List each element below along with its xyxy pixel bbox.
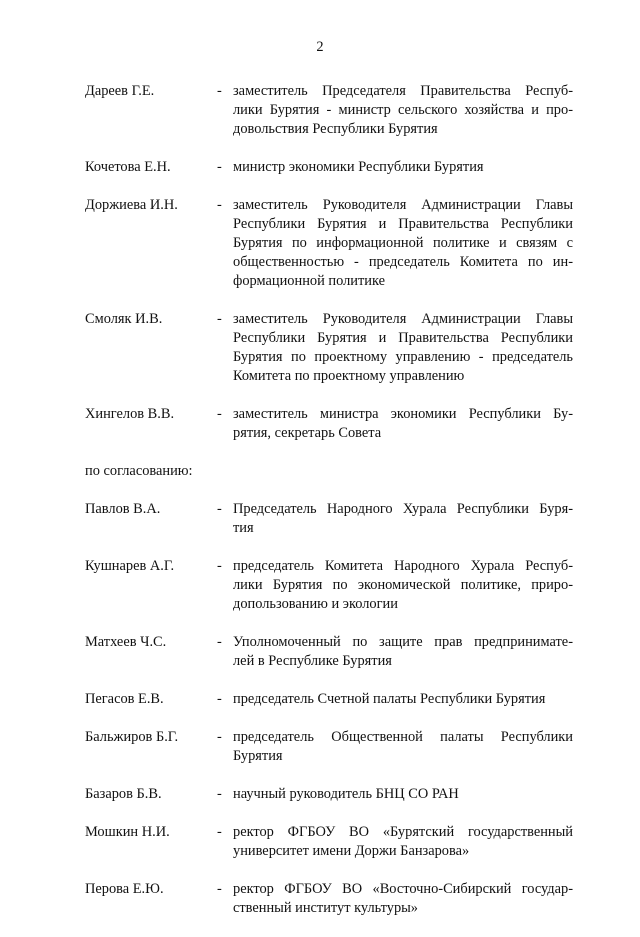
member-role-line: Комитета по проектному управлению (233, 368, 465, 384)
member-role (233, 500, 573, 538)
member-row (85, 405, 573, 443)
member-name: Перова Е.Ю. (85, 881, 164, 897)
member-name: Бальжиров Б.Г. (85, 729, 179, 745)
member-role-line: Бурятия (233, 748, 283, 764)
member-role-line: ректор ФГБОУ ВО «Бурятский государственный (233, 824, 573, 840)
member-role-line: общественностью - председатель Комитета по ин- (233, 254, 573, 270)
member-dash: - (217, 197, 222, 213)
member-role-line: лики Бурятия по экономической политике, приро- (233, 577, 573, 593)
member-dash: - (217, 824, 222, 840)
member-role-line: Республики Бурятия и Правительства Республики (233, 330, 573, 346)
member-role-line: Бурятия по информационной политике и связям с (233, 235, 573, 251)
member-dash: - (217, 406, 222, 422)
member-dash: - (217, 83, 222, 99)
council-member-list (85, 82, 573, 937)
member-role-line: ректор ФГБОУ ВО «Восточно-Сибирский государ- (233, 881, 573, 897)
member-role-line: Уполномоченный по защите прав предпринимате- (233, 634, 573, 650)
member-name: Кочетова Е.Н. (85, 159, 171, 175)
member-role-line: рятия, секретарь Совета (233, 425, 382, 441)
member-role-line: Бурятия по проектному управлению - председатель (233, 349, 573, 365)
member-role-line: заместитель министра экономики Республики Бу- (233, 406, 573, 422)
member-group-main (85, 82, 573, 443)
member-dash: - (217, 729, 222, 745)
member-row (85, 690, 573, 709)
member-row (85, 633, 573, 671)
member-row (85, 158, 573, 177)
member-role (233, 690, 573, 709)
member-role (233, 633, 573, 671)
member-role-line: ственный институт культуры» (233, 900, 419, 916)
member-name: Хингелов В.В. (85, 406, 175, 422)
member-role-line: председатель Счетной палаты Республики Бурятия (233, 691, 546, 707)
member-role-line: лей в Республике Бурятия (233, 653, 392, 669)
member-role (233, 728, 573, 766)
member-row (85, 785, 573, 804)
member-row (85, 196, 573, 291)
member-role-line: заместитель Руководителя Администрации Главы (233, 311, 573, 327)
section-label-agreement: по согласованию: (85, 463, 193, 479)
member-role-line: Республики Бурятия и Правительства Республики (233, 216, 573, 232)
member-dash: - (217, 311, 222, 327)
member-role (233, 557, 573, 614)
member-dash: - (217, 634, 222, 650)
member-row (85, 728, 573, 766)
member-name: Матхеев Ч.С. (85, 634, 167, 650)
member-role-line: лики Бурятия - министр сельского хозяйства и про- (233, 102, 573, 118)
member-role (233, 405, 573, 443)
member-row (85, 880, 573, 918)
member-name: Смоляк И.В. (85, 311, 163, 327)
member-role (233, 785, 573, 804)
member-dash: - (217, 691, 222, 707)
member-role-line: заместитель Председателя Правительства Респуб- (233, 83, 573, 99)
member-name: Павлов В.А. (85, 501, 161, 517)
member-role (233, 82, 573, 139)
member-role-line: формационной политике (233, 273, 385, 289)
member-name: Пегасов Е.В. (85, 691, 164, 707)
member-role-line: научный руководитель БНЦ СО РАН (233, 786, 459, 802)
member-row (85, 823, 573, 861)
member-dash: - (217, 881, 222, 897)
member-name: Кушнарев А.Г. (85, 558, 175, 574)
member-row (85, 500, 573, 538)
member-name: Базаров Б.В. (85, 786, 162, 802)
member-dash: - (217, 501, 222, 517)
member-role-line: заместитель Руководителя Администрации Главы (233, 197, 573, 213)
member-role (233, 310, 573, 386)
member-role-line: довольствия Республики Бурятия (233, 121, 438, 137)
member-role-line: тия (233, 520, 254, 536)
member-role-line: председатель Общественной палаты Республики (233, 729, 573, 745)
member-role-line: Председатель Народного Хурала Республики Буря- (233, 501, 573, 517)
member-role-line: университет имени Доржи Банзарова» (233, 843, 470, 859)
page-number: 2 (316, 39, 324, 55)
member-name: Дареев Г.Е. (85, 83, 155, 99)
member-name: Мошкин Н.И. (85, 824, 170, 840)
member-role (233, 196, 573, 291)
member-row (85, 82, 573, 139)
member-dash: - (217, 558, 222, 574)
member-role (233, 880, 573, 918)
member-group-agreement (85, 500, 573, 918)
member-dash: - (217, 786, 222, 802)
member-row (85, 557, 573, 614)
member-role (233, 158, 573, 177)
member-row (85, 310, 573, 386)
member-role-line: допользованию и экологии (233, 596, 398, 612)
member-role (233, 823, 573, 861)
member-role-line: министр экономики Республики Бурятия (233, 159, 484, 175)
member-name: Доржиева И.Н. (85, 197, 178, 213)
member-role-line: председатель Комитета Народного Хурала Респуб- (233, 558, 573, 574)
member-dash: - (217, 159, 222, 175)
